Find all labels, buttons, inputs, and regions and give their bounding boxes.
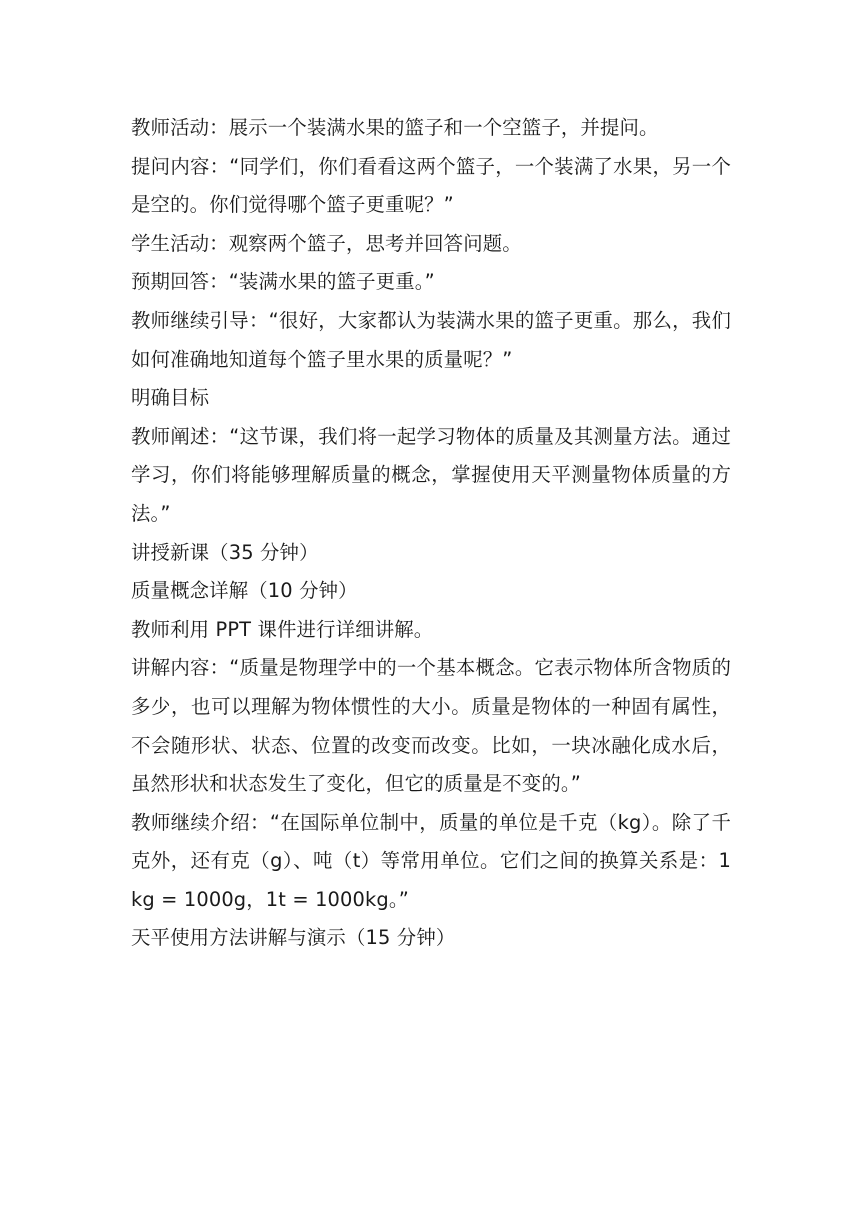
paragraph-teacher-activity: 教师活动：展示一个装满水果的篮子和一个空篮子，并提问。 (131, 116, 659, 139)
paragraph-question-content: 提问内容：“同学们，你们看看这两个篮子，一个装满了水果，另一个是空的。你们觉得哪个篮子更重呢？” (131, 154, 731, 217)
paragraph-expected-answer: 预期回答：“装满水果的篮子更重。” (131, 270, 435, 294)
paragraph-explanation-content: 讲解内容：“质量是物理学中的一个基本概念。它表示物体所含物质的多少，也可以理解为物体惯性的大小。质量是物体的一种固有属性，不会随形状、状态、位置的改变而改变。比如，一块冰融化成水后，虽然形状和状态发生了变化，但它的质量是不变的。” (131, 656, 731, 796)
paragraph-ppt-explanation: 教师利用 PPT 课件进行详细讲解。 (131, 617, 434, 641)
paragraph-student-activity: 学生活动：观察两个篮子，思考并回答问题。 (131, 231, 522, 255)
subsection-heading-balance-usage: 天平使用方法讲解与演示（15 分钟） (131, 926, 456, 950)
section-heading-clear-goals: 明确目标 (131, 386, 210, 410)
section-heading-new-lesson: 讲授新课（35 分钟） (131, 540, 319, 564)
paragraph-teacher-guidance: 教师继续引导：“很好，大家都认为装满水果的篮子更重。那么，我们如何准确地知道每个篮子里水果的质量呢？” (131, 308, 731, 371)
document-body (131, 109, 731, 958)
subsection-heading-mass-concept: 质量概念详解（10 分钟） (131, 579, 358, 603)
paragraph-teacher-statement: 教师阐述：“这节课，我们将一起学习物体的质量及其测量方法。通过学习，你们将能够理解质量的概念，掌握使用天平测量物体质量的方法。” (131, 424, 731, 525)
paragraph-units-introduction: 教师继续介绍：“在国际单位制中，质量的单位是千克（kg）。除了千克外，还有克（g）、吨（t）等常用单位。它们之间的换算关系是：1kg = 1000g，1t = 1000kg。” (131, 810, 731, 911)
